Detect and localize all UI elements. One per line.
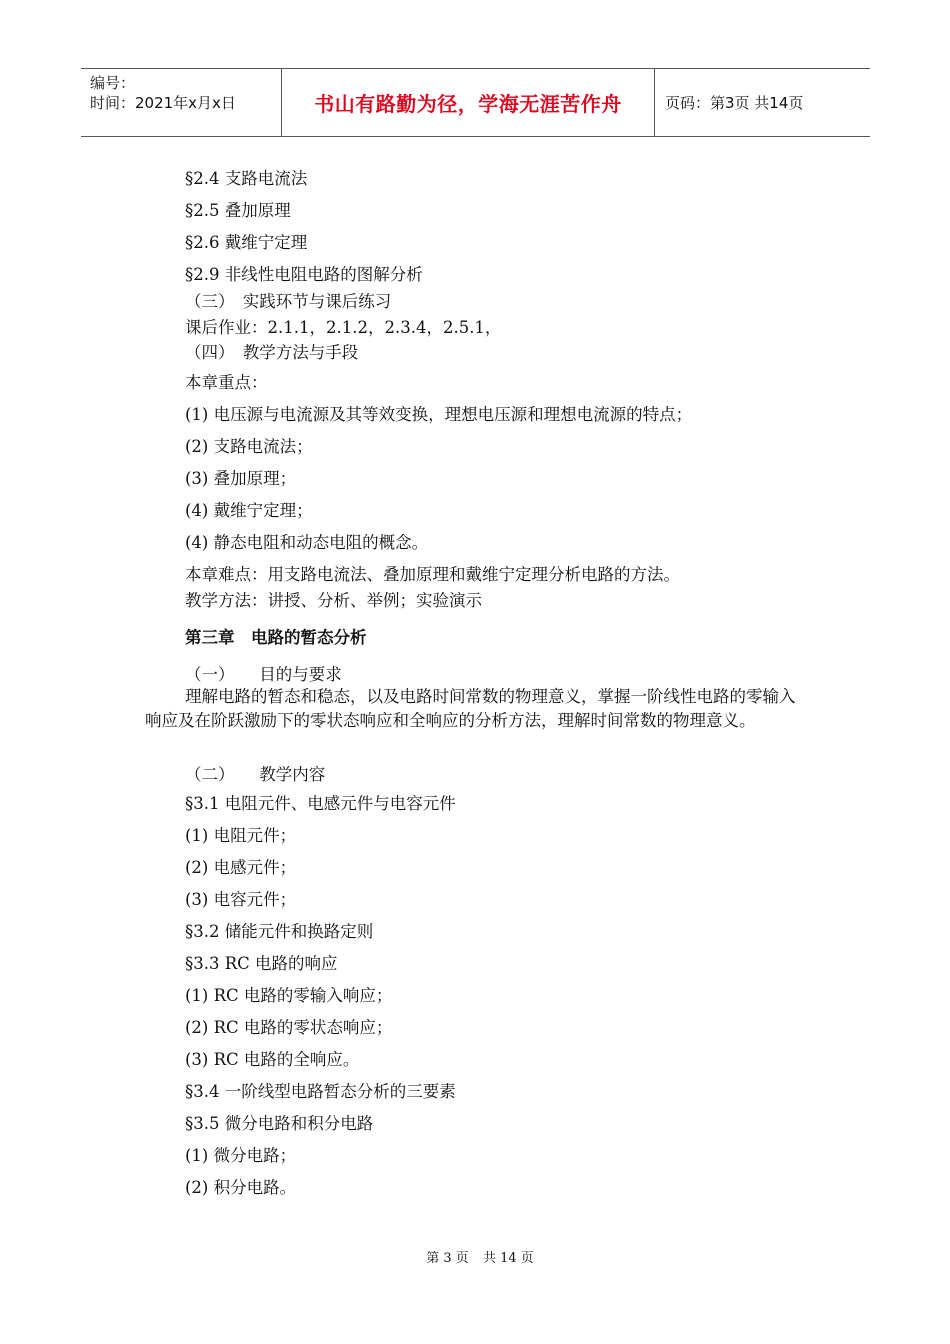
section-2-9: §2.9 非线性电阻电路的图解分析 (185, 265, 423, 284)
item-capacitor: (3) 电容元件； (185, 890, 297, 909)
header-motto-cell (282, 69, 655, 136)
section-3-1: §3.1 电阻元件、电感元件与电容元件 (185, 794, 456, 813)
methods-line: 教学方法：讲授、分析、举例；实验演示 (185, 591, 482, 610)
item-integrator: (2) 积分电路。 (185, 1178, 297, 1197)
page-footer (0, 1247, 950, 1266)
item-resistor: (1) 电阻元件； (185, 826, 297, 845)
item-inductor: (2) 电感元件； (185, 858, 297, 877)
heading-methods: （四） 教学方法与手段 (185, 343, 359, 362)
key-point-5: (4) 静态电阻和动态电阻的概念。 (185, 533, 429, 552)
heading-content: （二） 教学内容 (185, 765, 326, 784)
document-number: 编号： (90, 74, 136, 92)
item-differentiator: (1) 微分电路； (185, 1146, 297, 1165)
key-point-3: (3) 叠加原理； (185, 469, 297, 488)
section-2-5: §2.5 叠加原理 (185, 201, 291, 220)
document-date: 时间：2021年x月x日 (90, 94, 236, 112)
item-rc-full: (3) RC 电路的全响应。 (185, 1050, 360, 1069)
section-2-6: §2.6 戴维宁定理 (185, 233, 308, 252)
section-2-4: §2.4 支路电流法 (185, 169, 308, 188)
item-rc-zero-state: (2) RC 电路的零状态响应； (185, 1018, 393, 1037)
difficulties-line: 本章难点：用支路电流法、叠加原理和戴维宁定理分析电路的方法。 (185, 565, 680, 584)
heading-practice: （三） 实践环节与课后练习 (185, 292, 392, 311)
heading-goals: （一） 目的与要求 (185, 665, 342, 684)
section-3-5: §3.5 微分电路和积分电路 (185, 1114, 374, 1133)
header-page-info: 页码：第3页 共14页 (665, 94, 804, 112)
header-motto: 书山有路勤为径，学海无涯苦作舟 (314, 92, 622, 116)
key-point-1: (1) 电压源与电流源及其等效变换，理想电压源和理想电流源的特点； (185, 405, 693, 424)
footer-page-number: 第 3 页 (426, 1251, 469, 1266)
goals-paragraph: 理解电路的暂态和稳态，以及电路时间常数的物理意义，掌握一阶线性电路的零输入响应及在阶跃激励下的零状态响应和全响应的分析方法，理解时间常数的物理意义。 (145, 687, 796, 730)
homework-line: 课后作业：2.1.1，2.1.2，2.3.4，2.5.1， (185, 318, 502, 337)
section-3-3: §3.3 RC 电路的响应 (185, 954, 338, 973)
chapter-3-title: 第三章 电路的暂态分析 (185, 628, 367, 647)
footer-total-pages: 共 14 页 (482, 1251, 534, 1266)
section-3-2: §3.2 储能元件和换路定则 (185, 922, 374, 941)
header-meta (81, 69, 282, 136)
section-3-4: §3.4 一阶线型电路暂态分析的三要素 (185, 1082, 456, 1101)
key-point-2: (2) 支路电流法； (185, 437, 313, 456)
item-rc-zero-input: (1) RC 电路的零输入响应； (185, 986, 393, 1005)
key-point-4: (4) 戴维宁定理； (185, 501, 313, 520)
page-header (81, 68, 870, 137)
key-points-label: 本章重点： (185, 373, 268, 392)
